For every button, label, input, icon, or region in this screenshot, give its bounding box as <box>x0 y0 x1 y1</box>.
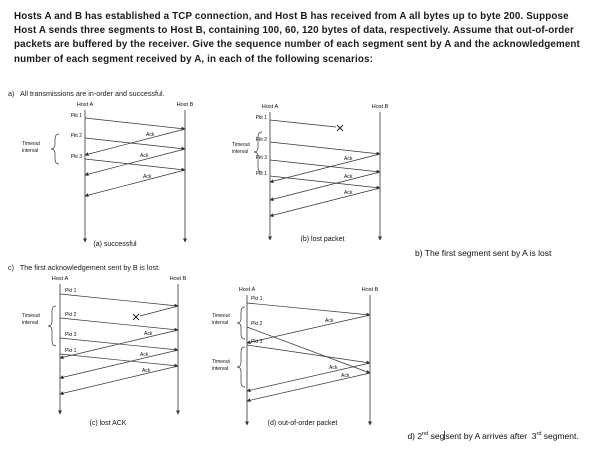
ack-line <box>60 330 178 358</box>
host-a-label: Host A <box>261 104 279 110</box>
timeout-label-line2: interval <box>22 320 39 326</box>
pkt2-label: Pkt 2 <box>255 137 267 143</box>
timeout-brace <box>48 306 56 346</box>
ack-line <box>85 149 185 175</box>
note-d-text: sent by A arrives after 3 <box>445 431 537 441</box>
diagram-a-successful <box>20 98 210 248</box>
pkt1-retransmit-label: Pkt 1 <box>65 348 77 354</box>
packet-line <box>247 303 370 315</box>
ack-label: Ack <box>344 174 353 180</box>
answer-note-b: b) The first segment sent by A is lost <box>415 248 552 258</box>
caption-d: (d) out-of-order packet <box>267 420 338 427</box>
note-d-sup: rd <box>536 431 542 438</box>
ack-label: Ack <box>146 132 155 138</box>
lost-ack-x-icon <box>133 314 139 320</box>
pkt2-label: Pkt 2 <box>251 321 263 327</box>
note-d-text: d) 2 <box>407 431 423 441</box>
host-a-label: Host A <box>51 276 69 282</box>
note-d-text: seg <box>428 431 445 441</box>
timeout-label-line2: interval <box>212 366 229 372</box>
prompt-a: a) All transmissions are in-order and successful. <box>8 89 165 98</box>
ack-label: Ack <box>140 153 149 159</box>
pkt1-retransmit-label: Pkt 1 <box>255 171 267 177</box>
caption-c: (c) lost ACK <box>89 420 127 427</box>
diagram-c-lost-ack <box>8 272 208 420</box>
pkt3-label: Pkt 3 <box>255 155 267 161</box>
answer-note-d <box>398 421 579 451</box>
ack-label: Ack <box>140 352 149 358</box>
pkt3-label: Pkt 3 <box>70 154 82 160</box>
timeout-label-line2: interval <box>212 320 229 326</box>
packet-line <box>60 318 178 330</box>
pkt3-label: Pkt 3 <box>251 339 263 345</box>
host-a-label: Host A <box>238 287 256 293</box>
host-b-label: Host B <box>176 102 194 108</box>
ack-label: Ack <box>325 318 334 324</box>
pkt3-label: Pkt 3 <box>65 332 77 338</box>
diagram-d-out-of-order <box>205 283 400 431</box>
timeout-label-line1: Timeout <box>232 142 250 148</box>
ack-label: Ack <box>142 368 151 374</box>
caption-a: (a) successful <box>93 241 137 248</box>
ack-line <box>60 366 178 394</box>
timeout-label-line2: interval <box>232 149 249 155</box>
host-b-label: Host B <box>371 104 389 110</box>
problem-statement: Hosts A and B has established a TCP connection, and Host B has received from A all bytes up to byte 200. Suppose Host A sends three segments to Host B, containing 100, 60, 120 bytes of data, respectively. Assume that out-of-order packets are buffered by the receiver. Give the sequence number of each segment sent by A and the acknowledgement number of each segment received by A, in each of the following scenarios: <box>14 11 580 65</box>
ack-label: Ack <box>344 190 353 196</box>
ack-label: Ack <box>344 156 353 162</box>
packet-line <box>85 159 185 170</box>
pkt1-label: Pkt 1 <box>65 288 77 294</box>
note-d-text: segment. <box>541 431 579 441</box>
timeout-label-line1: Timeout <box>212 313 230 319</box>
packet-line <box>60 294 178 306</box>
pkt2-label: Pkt 2 <box>70 133 82 139</box>
ack-label: Ack <box>329 365 338 371</box>
timeout-brace <box>51 134 59 164</box>
packet-line <box>85 118 185 129</box>
timeout-brace <box>237 347 245 387</box>
note-d-sup: nd <box>422 431 429 438</box>
timeout-label-line1: Timeout <box>22 313 40 319</box>
packet-line <box>270 160 380 172</box>
ack-line <box>270 154 380 182</box>
packet-line <box>85 138 185 149</box>
timeout-label-line1: Timeout <box>22 141 40 147</box>
packet-line <box>247 345 370 363</box>
pkt2-label: Pkt 2 <box>65 312 77 318</box>
ack-line <box>270 188 380 216</box>
host-a-label: Host A <box>76 102 94 108</box>
pkt1-label: Pkt 1 <box>70 113 82 119</box>
host-b-label: Host B <box>169 276 187 282</box>
ack-line <box>85 170 185 196</box>
timeout-label-line1: Timeout <box>212 359 230 365</box>
packet-line <box>270 142 380 154</box>
timeout-label-line2: interval <box>22 148 39 154</box>
caption-b: (b) lost packet <box>300 236 345 243</box>
pkt1-label: Pkt 1 <box>251 296 263 302</box>
ack-line <box>247 315 370 343</box>
packet-line-delayed <box>247 327 370 373</box>
host-b-label: Host B <box>361 287 379 293</box>
packet-line-lost <box>270 120 336 127</box>
diagram-b-lost-packet <box>230 100 415 245</box>
ack-line-lost <box>140 306 178 316</box>
lost-packet-x-icon <box>337 125 343 131</box>
prompt-c: c) The first acknowledgement sent by B is lost. <box>8 263 161 272</box>
ack-label: Ack <box>144 331 153 337</box>
ack-label: Ack <box>341 373 350 379</box>
ack-label: Ack <box>143 174 152 180</box>
pkt1-label: Pkt 1 <box>255 115 267 121</box>
ack-line <box>85 129 185 155</box>
timeout-brace <box>237 307 245 339</box>
